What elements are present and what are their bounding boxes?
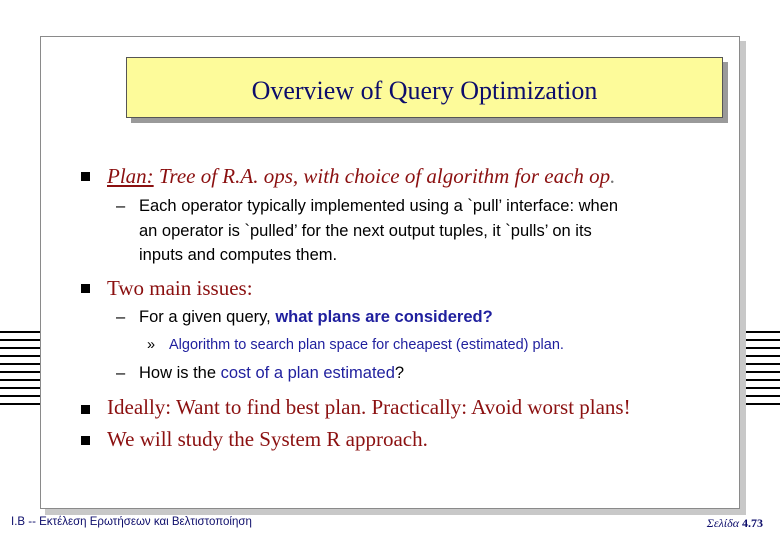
footer-page-num: 4.73: [742, 516, 763, 530]
sub-dash: –: [116, 197, 126, 215]
bullet-ideally: Ideally: Want to find best plan. Practically: Avoid worst plans!: [107, 395, 631, 419]
plan-period: .: [610, 164, 616, 188]
title-box: [126, 57, 723, 118]
sub-item-prefix: For a given query,: [139, 308, 276, 326]
footer-course-title: Ι.Β -- Εκτέλεση Ερωτήσεων και Βελτιστοποίηση: [11, 516, 252, 528]
bullet-main-issues: Two main issues:: [107, 276, 253, 300]
plan-text: Tree of R.A. ops, with choice of algorithm for each op: [153, 164, 611, 188]
subsub-item-search: Algorithm to search plan space for cheapest (estimated) plan.: [169, 337, 564, 353]
bullet-square-icon: [81, 172, 90, 181]
footer-page-number: [707, 516, 763, 531]
sub-item-plans-considered: [139, 308, 493, 327]
bullet-square-icon: [81, 405, 90, 414]
sub-item-suffix: ?: [394, 364, 405, 382]
bullet-square-icon: [81, 436, 90, 445]
footer-page-word: Σελίδα: [706, 516, 739, 530]
sub-item-cost-estimated: [139, 364, 404, 383]
sub-item-emphasis: cost of a plan estimated: [220, 364, 395, 382]
right-decoration-bars: [742, 331, 780, 407]
sub-dash: –: [116, 308, 126, 326]
subsub-raquo: »: [147, 337, 156, 353]
sub-item-line-3: inputs and computes them.: [139, 246, 338, 264]
sub-dash: –: [116, 364, 126, 382]
bullet-square-icon: [81, 284, 90, 293]
sub-item-prefix: How is the: [139, 364, 221, 382]
slide-title: Overview of Query Optimization: [251, 75, 598, 105]
sub-item-emphasis: what plans are considered?: [275, 308, 493, 326]
sub-item-line-1: Each operator typically implemented using a `pull’ interface: when: [139, 197, 619, 215]
left-decoration-bars: [0, 331, 40, 407]
bullet-system-r: We will study the System R approach.: [107, 427, 428, 451]
bullet-plan: [107, 164, 615, 189]
sub-item-line-2: an operator is `pulled’ for the next output tuples, it `pulls’ on its: [139, 222, 592, 240]
plan-label: Plan:: [107, 164, 154, 188]
